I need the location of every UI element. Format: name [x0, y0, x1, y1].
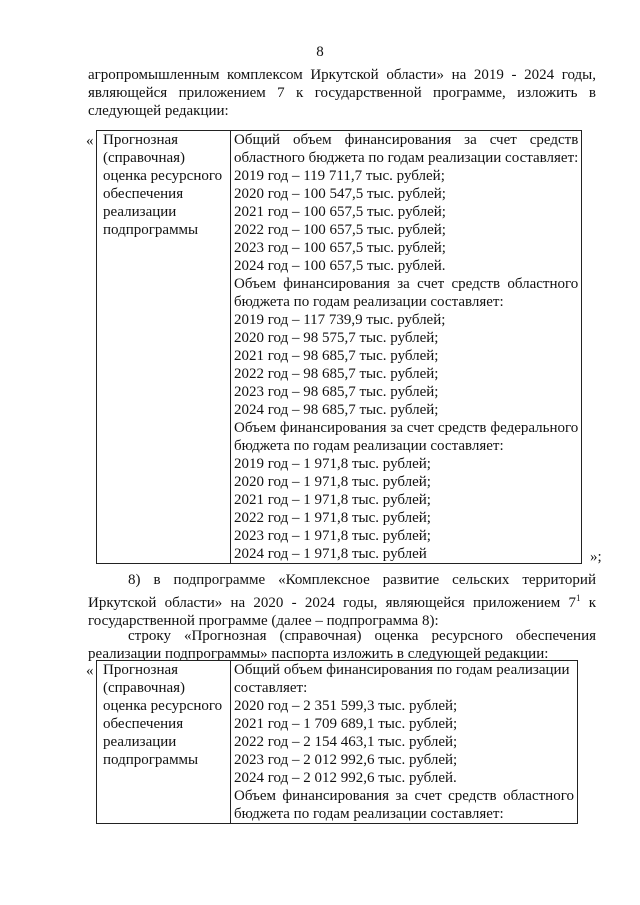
resource-table-1 — [96, 130, 582, 564]
content-line: 2021 год – 1 971,8 тыс. рублей; — [234, 492, 431, 508]
resource-table-2 — [96, 660, 578, 824]
table-row — [97, 131, 582, 564]
content-line: 2022 год – 2 154 463,1 тыс. рублей; — [234, 734, 458, 750]
row-label — [103, 131, 227, 239]
row-label-cell — [97, 131, 231, 564]
content-line: 2020 год – 100 547,5 тыс. рублей; — [234, 186, 446, 202]
content-line: 2022 год – 1 971,8 тыс. рублей; — [234, 510, 431, 526]
label-line: обеспечения — [103, 716, 184, 732]
label-line: обеспечения — [103, 186, 184, 202]
content-line: 2020 год – 98 575,7 тыс. рублей; — [234, 330, 439, 346]
para-line — [88, 589, 596, 612]
superscript: 1 — [575, 593, 581, 603]
subprogram8-paragraph — [88, 571, 596, 630]
content-line: 2021 год – 100 657,5 тыс. рублей; — [234, 204, 446, 220]
label-line: Прогнозная — [103, 132, 179, 148]
label-line: оценка ресурсного — [103, 698, 223, 714]
intro-line: являющейся приложением 7 к государственной программе, изложить в — [88, 85, 596, 101]
content-line: областного бюджета по годам реализации составляет: — [234, 150, 579, 166]
row-label — [103, 661, 227, 769]
content-line: 2023 год – 1 971,8 тыс. рублей; — [234, 528, 431, 544]
close-quote: »; — [590, 549, 602, 565]
content-line: 2024 год – 1 971,8 тыс. рублей — [234, 546, 427, 562]
content-line: 2021 год – 98 685,7 тыс. рублей; — [234, 348, 439, 364]
label-line: Прогнозная — [103, 662, 179, 678]
content-line: 2022 год – 98 685,7 тыс. рублей; — [234, 366, 439, 382]
para-line: строку «Прогнозная (справочная) оценка ресурсного обеспечения — [128, 628, 596, 644]
para-line: государственной программе (далее – подпрограмма 8): — [88, 613, 439, 629]
para-line: реализации подпрограммы» паспорта изложить в следующей редакции: — [88, 646, 549, 662]
content-line: бюджета по годам реализации составляет: — [234, 438, 504, 454]
open-quote: « — [86, 133, 94, 149]
intro-line: агропромышленным комплексом Иркутской области» на 2019 - 2024 годы, — [88, 67, 596, 83]
content-line: Объем финансирования за счет средств областного — [234, 276, 579, 292]
content-line: Общий объем финансирования по годам реализации — [234, 662, 570, 678]
label-line: (справочная) — [103, 150, 186, 166]
content-line: 2019 год – 119 711,7 тыс. рублей; — [234, 168, 445, 184]
content-line: 2023 год – 98 685,7 тыс. рублей; — [234, 384, 439, 400]
content-line: 2022 год – 100 657,5 тыс. рублей; — [234, 222, 446, 238]
page-number: 8 — [316, 44, 324, 60]
content-line: Объем финансирования за счет средств федерального — [234, 420, 579, 436]
row-content — [234, 661, 574, 823]
intro-paragraph — [88, 66, 596, 120]
para-text: Иркутской области» на 2020 - 2024 годы, являющейся приложением 7 — [88, 595, 576, 611]
row-label-cell — [97, 661, 231, 824]
label-line: подпрограммы — [103, 222, 199, 238]
content-line: 2019 год – 117 739,9 тыс. рублей; — [234, 312, 446, 328]
label-line: реализации — [103, 734, 177, 750]
table-row — [97, 661, 578, 824]
para-line: 8) в подпрограмме «Комплексное развитие сельских территорий — [128, 572, 596, 588]
content-line: бюджета по годам реализации составляет: — [234, 806, 504, 822]
content-line: составляет: — [234, 680, 308, 696]
content-line: 2024 год – 100 657,5 тыс. рублей. — [234, 258, 446, 274]
open-quote: « — [86, 663, 94, 679]
content-line: 2024 год – 98 685,7 тыс. рублей; — [234, 402, 439, 418]
row-content-cell — [231, 131, 582, 564]
content-line: 2023 год – 100 657,5 тыс. рублей; — [234, 240, 446, 256]
label-line: (справочная) — [103, 680, 186, 696]
content-line: 2023 год – 2 012 992,6 тыс. рублей; — [234, 752, 458, 768]
para-text: к — [580, 595, 596, 611]
content-line: 2020 год – 1 971,8 тыс. рублей; — [234, 474, 431, 490]
label-line: подпрограммы — [103, 752, 199, 768]
content-line: 2024 год – 2 012 992,6 тыс. рублей. — [234, 770, 457, 786]
content-line: бюджета по годам реализации составляет: — [234, 294, 504, 310]
content-line: 2020 год – 2 351 599,3 тыс. рублей; — [234, 698, 458, 714]
label-line: реализации — [103, 204, 177, 220]
row-content-cell — [231, 661, 578, 824]
label-line: оценка ресурсного — [103, 168, 223, 184]
content-line: Общий объем финансирования за счет средств — [234, 132, 579, 148]
intro-line: следующей редакции: — [88, 103, 229, 119]
row-content — [234, 131, 578, 563]
content-line: 2019 год – 1 971,8 тыс. рублей; — [234, 456, 431, 472]
content-line: 2021 год – 1 709 689,1 тыс. рублей; — [234, 716, 458, 732]
row-paragraph — [88, 627, 596, 663]
content-line: Объем финансирования за счет средств областного — [234, 788, 574, 804]
